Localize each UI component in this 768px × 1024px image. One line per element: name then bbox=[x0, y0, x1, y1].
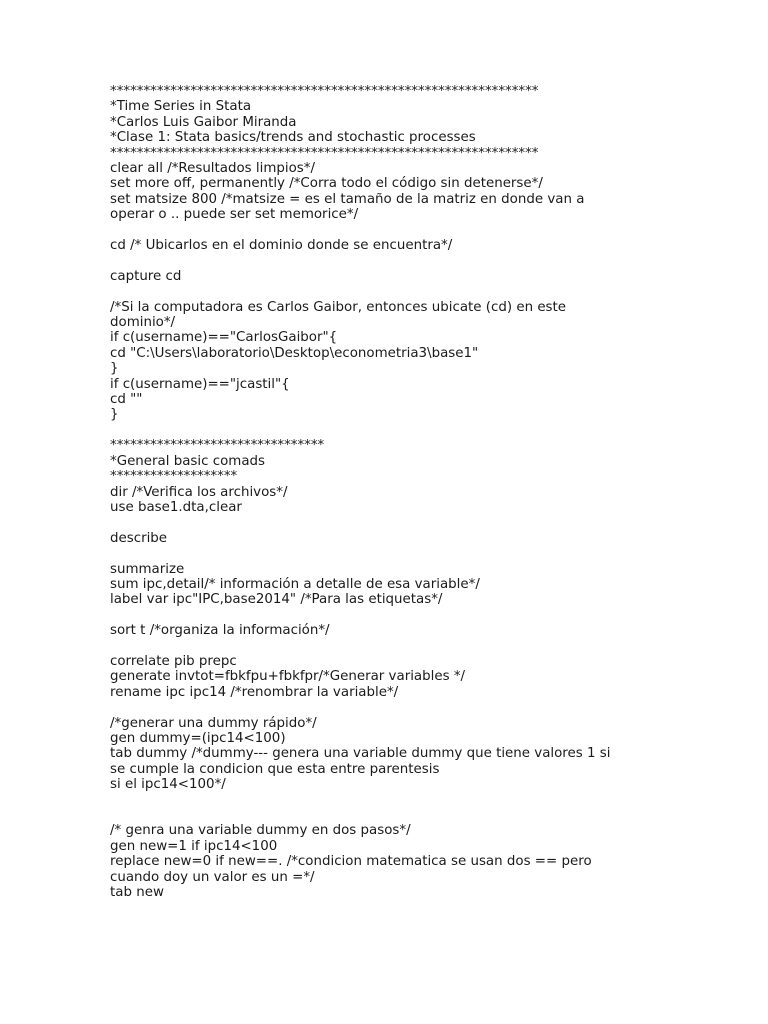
text-line: si el ipc14<100*/ bbox=[110, 777, 226, 793]
text-line: /* genra una variable dummy en dos pasos*/ bbox=[110, 823, 411, 839]
text-line: tab new bbox=[110, 884, 164, 900]
text-line: describe bbox=[110, 530, 168, 546]
document-page bbox=[110, 84, 730, 900]
text-line: *Carlos Luis Gaibor Miranda bbox=[110, 114, 297, 130]
text-line: set more off, permanently /*Corra todo el código sin detenerse*/ bbox=[110, 176, 543, 192]
text-line: summarize bbox=[110, 561, 185, 577]
text-line: dir /*Verifica los archivos*/ bbox=[110, 484, 288, 500]
text-line: sort t /*organiza la información*/ bbox=[110, 623, 330, 639]
text-line: label var ipc"IPC,base2014" /*Para las etiquetas*/ bbox=[110, 592, 443, 608]
text-line bbox=[110, 284, 730, 299]
text-line bbox=[110, 639, 730, 654]
text-line: gen dummy=(ipc14<100) bbox=[110, 730, 286, 746]
text-line: **************************************************************** bbox=[110, 84, 539, 99]
text-line bbox=[110, 793, 730, 808]
text-line: ******************************** bbox=[110, 438, 325, 454]
text-line: dominio*/ bbox=[110, 315, 176, 331]
text-line bbox=[110, 608, 730, 623]
text-line: ******************* bbox=[110, 469, 238, 485]
text-line: gen new=1 if ipc14<100 bbox=[110, 838, 278, 854]
text-line bbox=[110, 223, 730, 238]
text-line: set matsize 800 /*matsize = es el tamaño de la matriz en donde van a bbox=[110, 191, 585, 207]
text-line bbox=[110, 808, 730, 823]
text-line: correlate pib prepc bbox=[110, 653, 237, 669]
text-line: } bbox=[110, 361, 119, 377]
text-line: *General basic comads bbox=[110, 453, 266, 469]
text-line: cd "" bbox=[110, 392, 143, 408]
text-line: **************************************************************** bbox=[110, 145, 539, 161]
text-line: clear all /*Resultados limpios*/ bbox=[110, 161, 315, 177]
text-line: rename ipc ipc14 /*renombrar la variable*/ bbox=[110, 684, 399, 700]
text-line: *Clase 1: Stata basics/trends and stochastic processes bbox=[110, 130, 476, 146]
text-line: se cumple la condicion que esta entre parentesis bbox=[110, 761, 440, 777]
text-line: } bbox=[110, 407, 119, 423]
text-line: use base1.dta,clear bbox=[110, 499, 242, 515]
text-line: generate invtot=fbkfpu+fbkfpr/*Generar variables */ bbox=[110, 669, 466, 685]
text-line bbox=[110, 515, 730, 530]
text-line: operar o .. puede ser set memorice*/ bbox=[110, 207, 359, 223]
text-line bbox=[110, 423, 730, 438]
text-line: replace new=0 if new==. /*condicion matematica se usan dos == pero bbox=[110, 854, 592, 870]
text-line: *Time Series in Stata bbox=[110, 99, 252, 115]
text-line: cd "C:\Users\laboratorio\Desktop\econometria3\base1" bbox=[110, 345, 479, 361]
text-line: cuando doy un valor es un =*/ bbox=[110, 869, 315, 885]
text-line: cd /* Ubicarlos en el dominio donde se encuentra*/ bbox=[110, 238, 453, 254]
text-line: if c(username)=="jcastil"{ bbox=[110, 376, 290, 392]
text-line: tab dummy /*dummy--- genera una variable dummy que tiene valores 1 si bbox=[110, 746, 611, 762]
text-line: /*Si la computadora es Carlos Gaibor, entonces ubicate (cd) en este bbox=[110, 299, 567, 315]
text-line bbox=[110, 700, 730, 715]
text-line bbox=[110, 546, 730, 561]
text-line: capture cd bbox=[110, 268, 182, 284]
text-line: /*generar una dummy rápido*/ bbox=[110, 715, 317, 731]
text-line bbox=[110, 253, 730, 268]
text-line: sum ipc,detail/* información a detalle de esa variable*/ bbox=[110, 576, 480, 592]
text-line: if c(username)=="CarlosGaibor"{ bbox=[110, 330, 338, 346]
